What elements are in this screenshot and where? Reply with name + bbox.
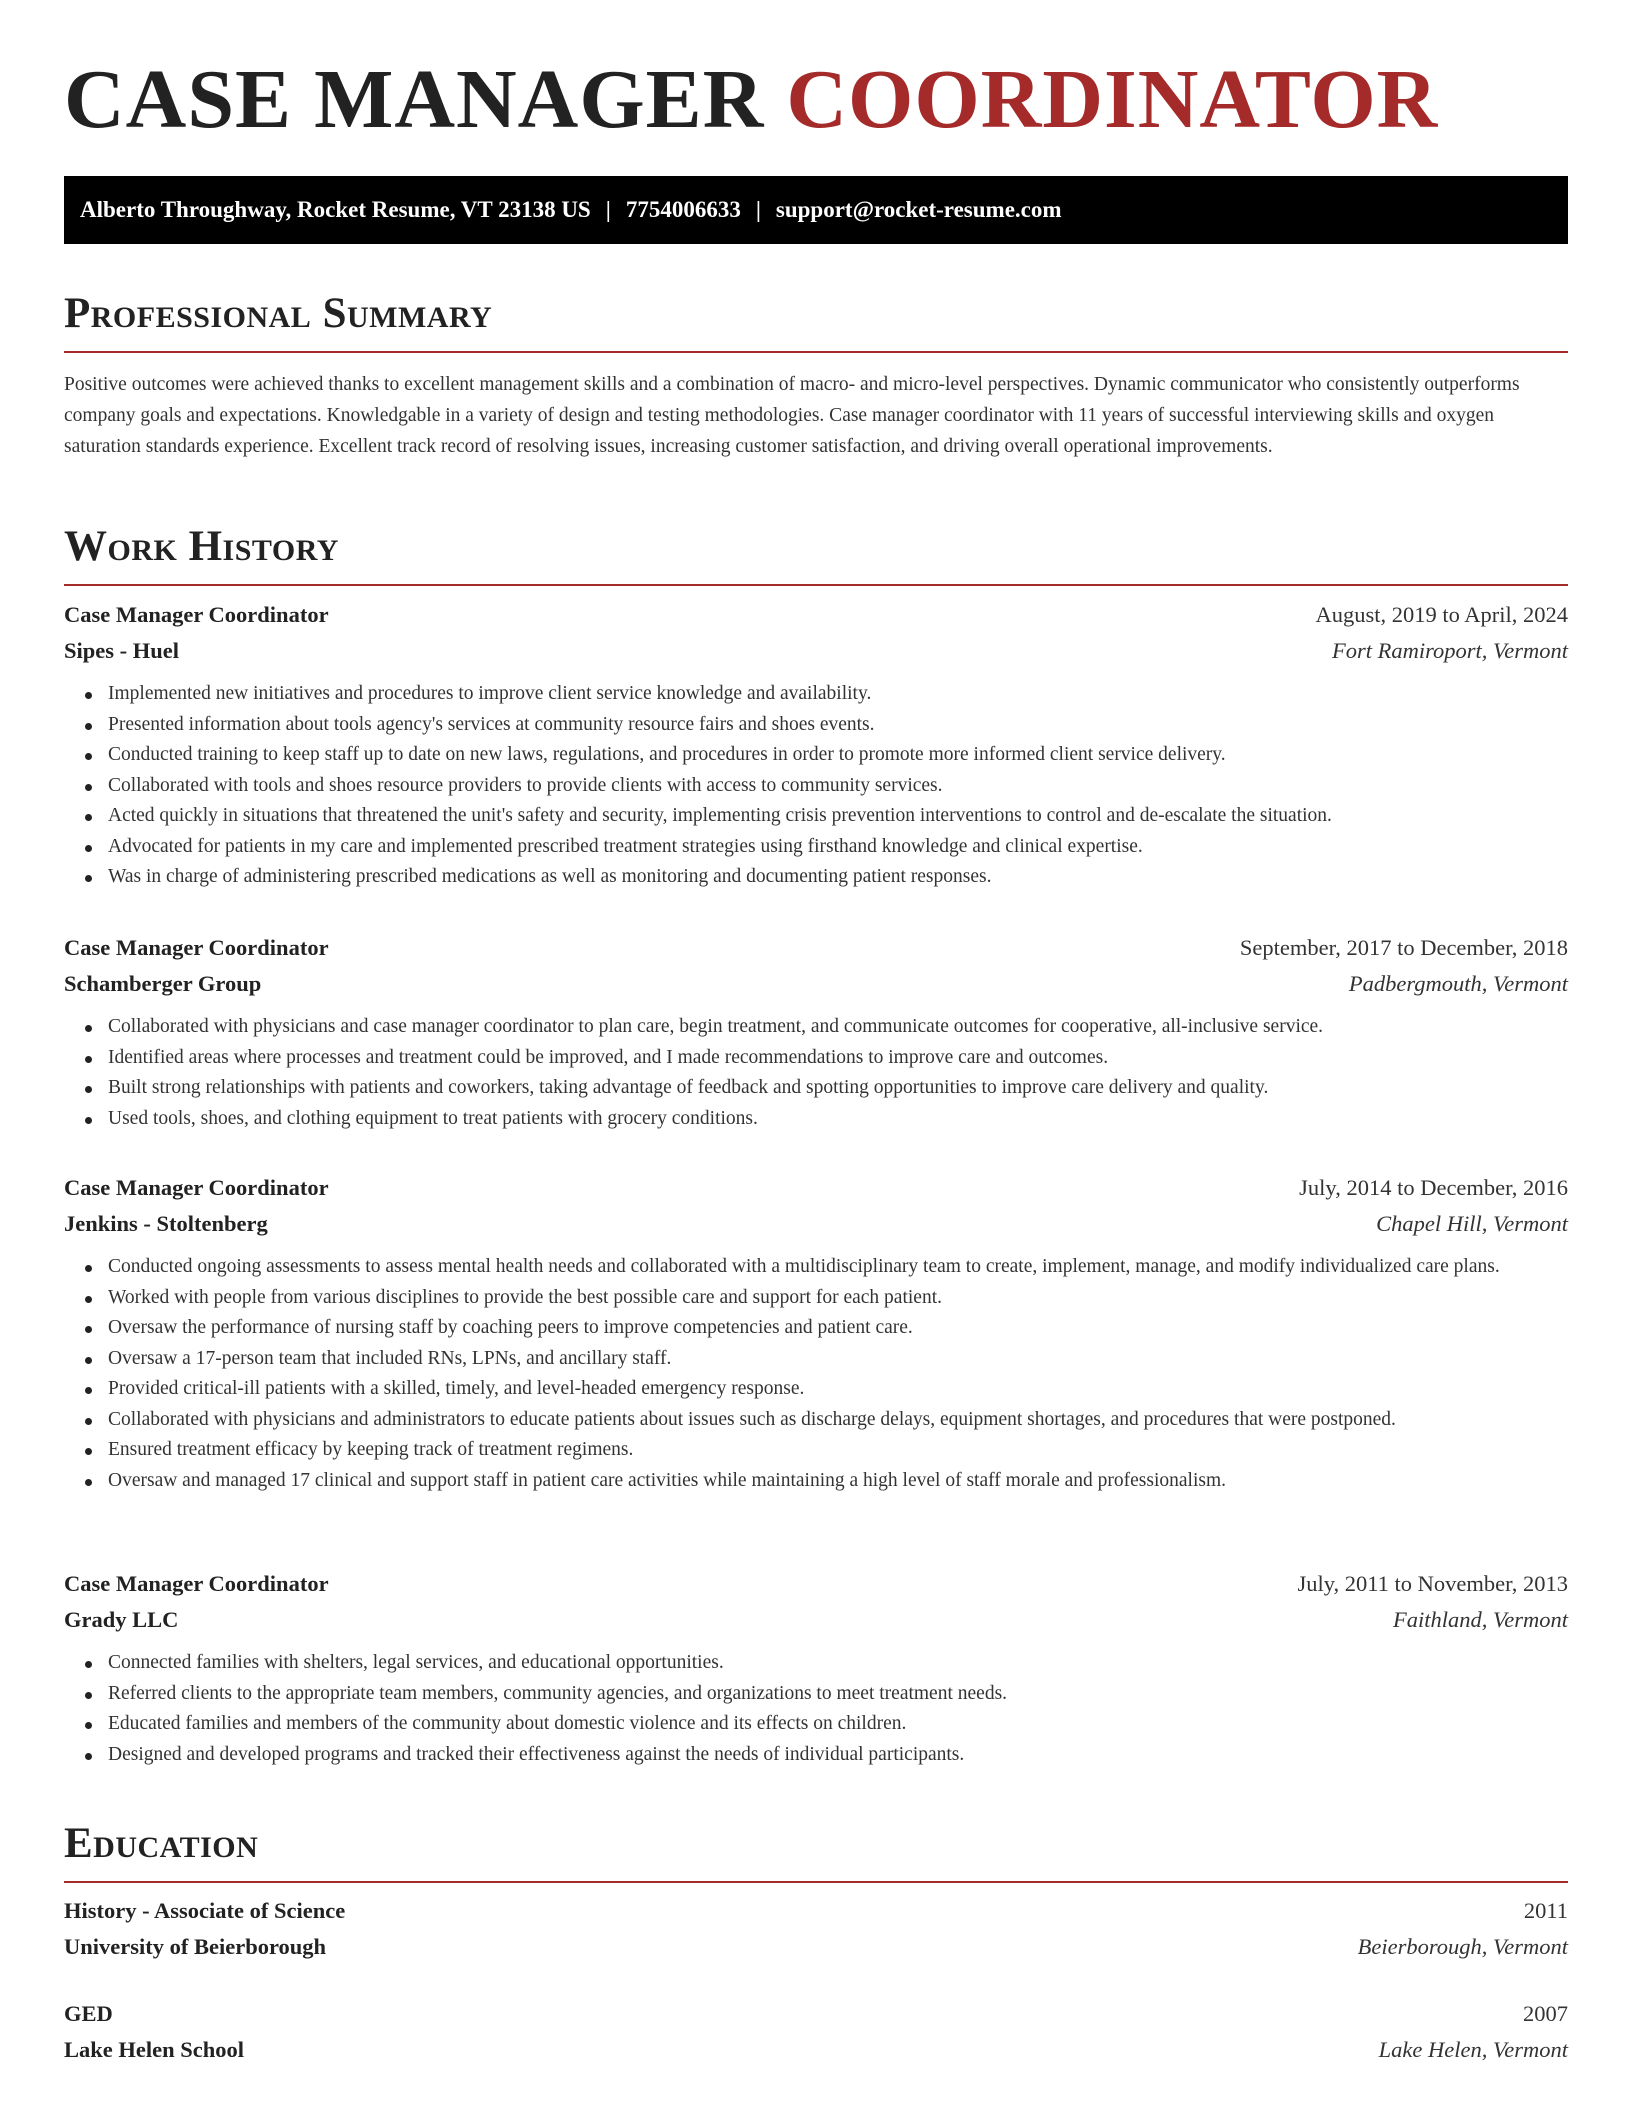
job-company: Grady LLC bbox=[64, 1607, 179, 1632]
contact-phone: 7754006633 bbox=[625, 197, 741, 222]
job-bullet: Ensured treatment efficacy by keeping track of treatment regimens. bbox=[108, 1435, 1568, 1466]
job-bullet-list bbox=[64, 1012, 1568, 1134]
job-entry bbox=[64, 597, 1568, 893]
job-dates: July, 2014 to December, 2016 bbox=[1299, 1175, 1568, 1200]
job-bullet: Educated families and members of the community about domestic violence and its effects on children. bbox=[108, 1709, 1568, 1740]
job-location: Chapel Hill, Vermont bbox=[1376, 1211, 1568, 1236]
resume-title bbox=[64, 53, 1439, 146]
job-location: Faithland, Vermont bbox=[1393, 1607, 1568, 1632]
job-entry bbox=[64, 1170, 1568, 1496]
education-entry bbox=[64, 1996, 1568, 2068]
job-bullet: Connected families with shelters, legal services, and educational opportunities. bbox=[108, 1648, 1568, 1679]
job-title: Case Manager Coordinator bbox=[64, 1571, 329, 1596]
work-history-heading: Work History bbox=[64, 523, 339, 570]
job-bullet: Referred clients to the appropriate team members, community agencies, and organizations to meet treatment needs. bbox=[108, 1679, 1568, 1710]
job-company: Jenkins - Stoltenberg bbox=[64, 1211, 268, 1236]
contact-separator: | bbox=[605, 197, 611, 222]
job-bullet: Conducted ongoing assessments to assess mental health needs and collaborated with a multidisciplinary team to create, implement, manage, and modify individualized care plans. bbox=[108, 1252, 1568, 1283]
job-bullet-list bbox=[64, 679, 1568, 893]
job-dates: July, 2011 to November, 2013 bbox=[1297, 1571, 1568, 1596]
job-company: Sipes - Huel bbox=[64, 638, 180, 663]
job-company-row bbox=[64, 966, 1568, 1002]
contact-address: Alberto Throughway, Rocket Resume, VT 23138 US bbox=[80, 197, 591, 222]
job-bullet: Provided critical-ill patients with a skilled, timely, and level-headed emergency response. bbox=[108, 1374, 1568, 1405]
job-bullet: Advocated for patients in my care and implemented prescribed treatment strategies using firsthand knowledge and clinical expertise. bbox=[108, 832, 1568, 863]
job-bullet: Worked with people from various disciplines to provide the best possible care and support for each patient. bbox=[108, 1283, 1568, 1314]
job-company-row bbox=[64, 1206, 1568, 1242]
job-location: Padbergmouth, Vermont bbox=[1348, 971, 1568, 996]
education-school: Lake Helen School bbox=[64, 2037, 245, 2062]
job-bullet-list bbox=[64, 1648, 1568, 1770]
education-header-row bbox=[64, 1996, 1568, 2032]
contact-email: support@rocket-resume.com bbox=[775, 197, 1062, 222]
job-title: Case Manager Coordinator bbox=[64, 602, 329, 627]
job-location: Fort Ramiroport, Vermont bbox=[1331, 638, 1568, 663]
job-company-row bbox=[64, 633, 1568, 669]
job-header-row bbox=[64, 1566, 1568, 1602]
education-entry bbox=[64, 1893, 1568, 1965]
job-bullet: Presented information about tools agency's services at community resource fairs and shoes events. bbox=[108, 710, 1568, 741]
job-entry bbox=[64, 930, 1568, 1134]
job-company: Schamberger Group bbox=[64, 971, 262, 996]
job-bullet: Collaborated with tools and shoes resource providers to provide clients with access to community services. bbox=[108, 771, 1568, 802]
education-degree: History - Associate of Science bbox=[64, 1898, 346, 1923]
job-dates: September, 2017 to December, 2018 bbox=[1239, 935, 1568, 960]
job-header-row bbox=[64, 930, 1568, 966]
education-header-row bbox=[64, 1893, 1568, 1929]
section-divider bbox=[64, 584, 1568, 586]
education-school-row bbox=[64, 2032, 1568, 2068]
job-header-row bbox=[64, 1170, 1568, 1206]
summary-text: Positive outcomes were achieved thanks to excellent management skills and a combination of macro- and micro-level perspectives. Dynamic communicator who consistently outperforms company goals and expectations. Knowledgable in a variety of design and testing methodologies. Case manager coordinator with 11 years of successful interviewing skills and oxygen saturation standards experience. Excellent track record of resolving issues, increasing customer satisfaction, and driving overall operational improvements. bbox=[64, 374, 1520, 457]
contact-separator: | bbox=[755, 197, 761, 222]
education-degree: GED bbox=[64, 2001, 113, 2026]
job-bullet: Oversaw the performance of nursing staff by coaching peers to improve competencies and patient care. bbox=[108, 1313, 1568, 1344]
job-header-row bbox=[64, 597, 1568, 633]
job-bullet: Acted quickly in situations that threatened the unit's safety and security, implementing crisis prevention interventions to control and de-escalate the situation. bbox=[108, 801, 1568, 832]
title-part-2: COORDINATOR bbox=[786, 53, 1439, 146]
education-location: Lake Helen, Vermont bbox=[1378, 2037, 1568, 2062]
title-part-1: CASE MANAGER bbox=[64, 53, 765, 146]
job-company-row bbox=[64, 1602, 1568, 1638]
education-year: 2007 bbox=[1523, 2001, 1568, 2026]
job-bullet: Oversaw a 17-person team that included RNs, LPNs, and ancillary staff. bbox=[108, 1344, 1568, 1375]
education-heading: Education bbox=[64, 1820, 259, 1867]
job-bullet: Collaborated with physicians and administrators to educate patients about issues such as discharge delays, equipment shortages, and procedures that were postponed. bbox=[108, 1405, 1568, 1436]
education-school-row bbox=[64, 1929, 1568, 1965]
section-divider bbox=[64, 351, 1568, 353]
summary-heading: Professional Summary bbox=[64, 290, 493, 337]
job-bullet: Conducted training to keep staff up to date on new laws, regulations, and procedures in order to promote more informed client service delivery. bbox=[108, 740, 1568, 771]
education-location: Beierborough, Vermont bbox=[1357, 1934, 1568, 1959]
work-history-section bbox=[64, 525, 1568, 586]
section-divider bbox=[64, 1881, 1568, 1883]
education-year: 2011 bbox=[1523, 1898, 1568, 1923]
job-bullet: Collaborated with physicians and case manager coordinator to plan care, begin treatment, and communicate outcomes for cooperative, all-inclusive service. bbox=[108, 1012, 1568, 1043]
job-bullet: Built strong relationships with patients and coworkers, taking advantage of feedback and spotting opportunities to improve care delivery and quality. bbox=[108, 1073, 1568, 1104]
job-bullet: Oversaw and managed 17 clinical and support staff in patient care activities while maintaining a high level of staff morale and professionalism. bbox=[108, 1466, 1568, 1497]
education-school: University of Beierborough bbox=[64, 1934, 327, 1959]
job-bullet: Identified areas where processes and treatment could be improved, and I made recommendations to improve care and outcomes. bbox=[108, 1043, 1568, 1074]
job-bullet: Used tools, shoes, and clothing equipment to treat patients with grocery conditions. bbox=[108, 1104, 1568, 1135]
job-bullet: Was in charge of administering prescribed medications as well as monitoring and documenting patient responses. bbox=[108, 862, 1568, 893]
job-title: Case Manager Coordinator bbox=[64, 935, 329, 960]
job-bullet-list bbox=[64, 1252, 1568, 1496]
education-section bbox=[64, 1822, 1568, 1883]
contact-bar bbox=[64, 176, 1568, 244]
job-entry bbox=[64, 1566, 1568, 1770]
job-bullet: Implemented new initiatives and procedures to improve client service knowledge and availability. bbox=[108, 679, 1568, 710]
job-title: Case Manager Coordinator bbox=[64, 1175, 329, 1200]
job-dates: August, 2019 to April, 2024 bbox=[1315, 602, 1568, 627]
job-bullet: Designed and developed programs and tracked their effectiveness against the needs of individual participants. bbox=[108, 1740, 1568, 1771]
summary-section bbox=[64, 292, 1568, 462]
